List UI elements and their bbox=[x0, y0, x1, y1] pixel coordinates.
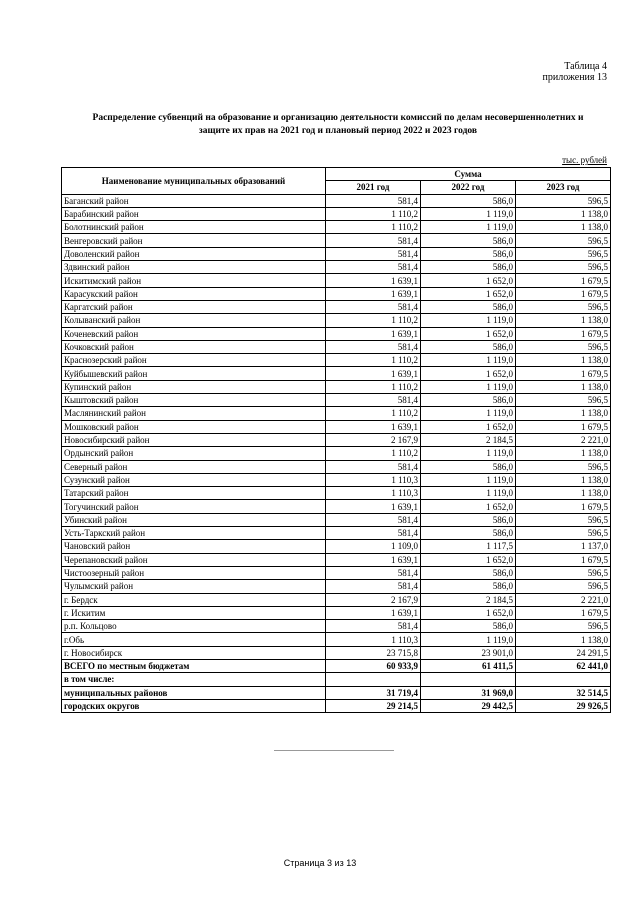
amount-cell-2023: 596,5 bbox=[516, 620, 611, 633]
municipality-name-cell: Кочковский район bbox=[62, 340, 326, 353]
table-row bbox=[62, 606, 611, 619]
amount-cell-2022: 1 119,0 bbox=[421, 447, 516, 460]
amount-cell-2023: 1 138,0 bbox=[516, 380, 611, 393]
municipality-name-cell: Ордынский район bbox=[62, 447, 326, 460]
municipality-name-cell: Маслянинский район bbox=[62, 407, 326, 420]
amount-cell-2023: 1 679,5 bbox=[516, 500, 611, 513]
amount-cell-2023: 2 221,0 bbox=[516, 593, 611, 606]
municipality-name-cell: в том числе: bbox=[62, 673, 326, 686]
amount-cell-2023: 2 221,0 bbox=[516, 433, 611, 446]
table-row bbox=[62, 633, 611, 646]
table-row bbox=[62, 274, 611, 287]
municipality-name-cell: муниципальных районов bbox=[62, 686, 326, 699]
amount-cell-2021: 1 110,2 bbox=[326, 221, 421, 234]
amount-cell-2023: 1 679,5 bbox=[516, 274, 611, 287]
amount-cell-2021: 1 109,0 bbox=[326, 540, 421, 553]
municipality-name-cell: Черепановский район bbox=[62, 553, 326, 566]
amount-cell-2022: 1 652,0 bbox=[421, 606, 516, 619]
amount-cell-2022: 1 652,0 bbox=[421, 553, 516, 566]
amount-cell-2023: 1 679,5 bbox=[516, 327, 611, 340]
amount-cell-2022: 1 119,0 bbox=[421, 354, 516, 367]
table-row bbox=[62, 527, 611, 540]
amount-cell-2021: 581,4 bbox=[326, 247, 421, 260]
amount-cell-2023: 1 138,0 bbox=[516, 207, 611, 220]
amount-cell-2022: 586,0 bbox=[421, 620, 516, 633]
amount-cell-2021: 1 639,1 bbox=[326, 606, 421, 619]
table-reference bbox=[543, 61, 607, 83]
table-row bbox=[62, 593, 611, 606]
municipality-name-cell: Болотнинский район bbox=[62, 221, 326, 234]
total-row bbox=[62, 686, 611, 699]
amount-cell-2022: 1 652,0 bbox=[421, 327, 516, 340]
municipality-name-cell: Барабинский район bbox=[62, 207, 326, 220]
table-row bbox=[62, 247, 611, 260]
municipality-name-cell: Куйбышевский район bbox=[62, 367, 326, 380]
document-title bbox=[66, 112, 610, 138]
amount-cell-2023: 1 679,5 bbox=[516, 553, 611, 566]
amount-cell-2023: 1 679,5 bbox=[516, 367, 611, 380]
amount-cell-2021: 1 110,2 bbox=[326, 354, 421, 367]
amount-cell-2022: 1 119,0 bbox=[421, 473, 516, 486]
table-row bbox=[62, 287, 611, 300]
table-row bbox=[62, 367, 611, 380]
municipality-name-cell: г. Бердск bbox=[62, 593, 326, 606]
municipality-name-cell: Сузунский район bbox=[62, 473, 326, 486]
table-row bbox=[62, 327, 611, 340]
amount-cell-2023: 596,5 bbox=[516, 460, 611, 473]
column-header-2021: 2021 год bbox=[326, 181, 421, 194]
amount-cell-2021: 581,4 bbox=[326, 194, 421, 207]
amount-cell-2021: 1 110,3 bbox=[326, 487, 421, 500]
amount-cell-2022 bbox=[421, 673, 516, 686]
municipality-name-cell: городских округов bbox=[62, 699, 326, 712]
municipality-name-cell: Чановский район bbox=[62, 540, 326, 553]
municipality-name-cell: Новосибирский район bbox=[62, 433, 326, 446]
amount-cell-2021: 23 715,8 bbox=[326, 646, 421, 659]
municipality-name-cell: Каргатский район bbox=[62, 300, 326, 313]
amount-cell-2021: 2 167,9 bbox=[326, 593, 421, 606]
amount-cell-2022: 586,0 bbox=[421, 261, 516, 274]
amount-cell-2022: 1 117,5 bbox=[421, 540, 516, 553]
municipality-name-cell: Кыштовский район bbox=[62, 394, 326, 407]
municipality-name-cell: Татарский район bbox=[62, 487, 326, 500]
table-row bbox=[62, 553, 611, 566]
total-row bbox=[62, 699, 611, 712]
amount-cell-2023: 1 679,5 bbox=[516, 287, 611, 300]
total-row bbox=[62, 673, 611, 686]
amount-cell-2021: 581,4 bbox=[326, 580, 421, 593]
table-row bbox=[62, 460, 611, 473]
amount-cell-2022: 586,0 bbox=[421, 566, 516, 579]
table-row bbox=[62, 566, 611, 579]
municipality-name-cell: Чистоозерный район bbox=[62, 566, 326, 579]
amount-cell-2021: 1 639,1 bbox=[326, 367, 421, 380]
table-row bbox=[62, 487, 611, 500]
amount-cell-2021: 1 110,3 bbox=[326, 633, 421, 646]
municipality-name-cell: Колыванский район bbox=[62, 314, 326, 327]
amount-cell-2021: 1 110,2 bbox=[326, 207, 421, 220]
amount-cell-2022: 2 184,5 bbox=[421, 593, 516, 606]
municipality-name-cell: г. Искитим bbox=[62, 606, 326, 619]
amount-cell-2022: 1 652,0 bbox=[421, 287, 516, 300]
amount-cell-2021: 1 639,1 bbox=[326, 553, 421, 566]
table-row bbox=[62, 261, 611, 274]
amount-cell-2022: 586,0 bbox=[421, 234, 516, 247]
table-row bbox=[62, 300, 611, 313]
appendix-label: приложения 13 bbox=[542, 72, 607, 83]
amount-cell-2023: 24 291,5 bbox=[516, 646, 611, 659]
title-line-1: Распределение субвенций на образование и организацию деятельности комиссий по делам несовершеннолетних и bbox=[92, 113, 584, 123]
amount-cell-2022: 1 652,0 bbox=[421, 420, 516, 433]
amount-cell-2023: 29 926,5 bbox=[516, 699, 611, 712]
amount-cell-2021: 1 110,2 bbox=[326, 407, 421, 420]
amount-cell-2022: 61 411,5 bbox=[421, 659, 516, 672]
amount-cell-2021: 581,4 bbox=[326, 394, 421, 407]
amount-cell-2022: 1 119,0 bbox=[421, 314, 516, 327]
table-row bbox=[62, 540, 611, 553]
amount-cell-2023: 596,5 bbox=[516, 580, 611, 593]
table-row bbox=[62, 580, 611, 593]
amount-cell-2022: 1 119,0 bbox=[421, 407, 516, 420]
amount-cell-2023: 596,5 bbox=[516, 234, 611, 247]
amount-cell-2021: 1 110,2 bbox=[326, 314, 421, 327]
amount-cell-2022: 1 652,0 bbox=[421, 367, 516, 380]
amount-cell-2021: 581,4 bbox=[326, 340, 421, 353]
table-row bbox=[62, 473, 611, 486]
amount-cell-2022: 31 969,0 bbox=[421, 686, 516, 699]
amount-cell-2022: 2 184,5 bbox=[421, 433, 516, 446]
amount-cell-2021: 1 639,1 bbox=[326, 287, 421, 300]
amount-cell-2021: 31 719,4 bbox=[326, 686, 421, 699]
amount-cell-2023: 1 679,5 bbox=[516, 420, 611, 433]
municipality-name-cell: Усть-Таркский район bbox=[62, 527, 326, 540]
municipality-name-cell: г.Обь bbox=[62, 633, 326, 646]
municipality-name-cell: Тогучинский район bbox=[62, 500, 326, 513]
amount-cell-2022: 586,0 bbox=[421, 580, 516, 593]
amount-cell-2022: 1 119,0 bbox=[421, 633, 516, 646]
amount-cell-2023: 596,5 bbox=[516, 300, 611, 313]
table-row bbox=[62, 354, 611, 367]
amount-cell-2021: 2 167,9 bbox=[326, 433, 421, 446]
amount-cell-2021: 581,4 bbox=[326, 300, 421, 313]
amount-cell-2022: 586,0 bbox=[421, 340, 516, 353]
amount-cell-2023: 1 138,0 bbox=[516, 633, 611, 646]
amount-cell-2023: 596,5 bbox=[516, 566, 611, 579]
amount-cell-2023: 1 138,0 bbox=[516, 354, 611, 367]
municipality-name-cell: г. Новосибирск bbox=[62, 646, 326, 659]
amount-cell-2022: 1 119,0 bbox=[421, 207, 516, 220]
table-number: Таблица 4 bbox=[564, 61, 607, 72]
municipality-name-cell: Убинский район bbox=[62, 513, 326, 526]
municipality-name-cell: ВСЕГО по местным бюджетам bbox=[62, 659, 326, 672]
amount-cell-2022: 586,0 bbox=[421, 460, 516, 473]
amount-cell-2021: 1 639,1 bbox=[326, 500, 421, 513]
municipality-name-cell: Карасукский район bbox=[62, 287, 326, 300]
amount-cell-2021 bbox=[326, 673, 421, 686]
amount-cell-2023 bbox=[516, 673, 611, 686]
amount-cell-2021: 1 639,1 bbox=[326, 420, 421, 433]
amount-cell-2023: 596,5 bbox=[516, 194, 611, 207]
municipality-name-cell: Краснозерский район bbox=[62, 354, 326, 367]
title-line-2: защите их прав на 2021 год и плановый период 2022 и 2023 годов bbox=[198, 126, 478, 136]
amount-cell-2022: 1 652,0 bbox=[421, 274, 516, 287]
column-header-sum: Сумма bbox=[326, 168, 611, 181]
amount-cell-2022: 29 442,5 bbox=[421, 699, 516, 712]
table-row bbox=[62, 207, 611, 220]
amount-cell-2021: 1 639,1 bbox=[326, 274, 421, 287]
amount-cell-2023: 1 138,0 bbox=[516, 221, 611, 234]
amount-cell-2023: 1 138,0 bbox=[516, 473, 611, 486]
amount-cell-2023: 1 137,0 bbox=[516, 540, 611, 553]
municipality-name-cell: Коченевский район bbox=[62, 327, 326, 340]
amount-cell-2023: 1 138,0 bbox=[516, 407, 611, 420]
amount-cell-2022: 586,0 bbox=[421, 194, 516, 207]
amount-cell-2022: 1 119,0 bbox=[421, 380, 516, 393]
amount-cell-2023: 596,5 bbox=[516, 247, 611, 260]
amount-cell-2021: 1 110,2 bbox=[326, 447, 421, 460]
amount-cell-2021: 29 214,5 bbox=[326, 699, 421, 712]
amount-cell-2021: 1 110,2 bbox=[326, 380, 421, 393]
table-row bbox=[62, 646, 611, 659]
amount-cell-2022: 586,0 bbox=[421, 247, 516, 260]
table-row bbox=[62, 314, 611, 327]
amount-cell-2023: 62 441,0 bbox=[516, 659, 611, 672]
table-row bbox=[62, 380, 611, 393]
amount-cell-2022: 586,0 bbox=[421, 527, 516, 540]
table-row bbox=[62, 433, 611, 446]
municipality-name-cell: Мошковский район bbox=[62, 420, 326, 433]
amount-cell-2021: 60 933,9 bbox=[326, 659, 421, 672]
table-row bbox=[62, 420, 611, 433]
separator-line bbox=[274, 750, 394, 751]
amount-cell-2022: 23 901,0 bbox=[421, 646, 516, 659]
municipality-name-cell: р.п. Кольцово bbox=[62, 620, 326, 633]
table-row bbox=[62, 194, 611, 207]
table-row bbox=[62, 407, 611, 420]
table-row bbox=[62, 394, 611, 407]
amount-cell-2023: 596,5 bbox=[516, 340, 611, 353]
amount-cell-2021: 1 639,1 bbox=[326, 327, 421, 340]
unit-label: тыс. рублей bbox=[562, 155, 607, 165]
total-row bbox=[62, 659, 611, 672]
municipality-name-cell: Северный район bbox=[62, 460, 326, 473]
amount-cell-2022: 586,0 bbox=[421, 513, 516, 526]
amount-cell-2021: 581,4 bbox=[326, 527, 421, 540]
amount-cell-2022: 1 119,0 bbox=[421, 487, 516, 500]
page-footer: Страница 3 из 13 bbox=[283, 858, 357, 868]
municipality-name-cell: Искитимский район bbox=[62, 274, 326, 287]
amount-cell-2023: 32 514,5 bbox=[516, 686, 611, 699]
municipality-name-cell: Чулымский район bbox=[62, 580, 326, 593]
table-row bbox=[62, 500, 611, 513]
amount-cell-2021: 581,4 bbox=[326, 234, 421, 247]
amount-cell-2021: 1 110,3 bbox=[326, 473, 421, 486]
municipality-name-cell: Купинский район bbox=[62, 380, 326, 393]
amount-cell-2023: 596,5 bbox=[516, 261, 611, 274]
amount-cell-2021: 581,4 bbox=[326, 261, 421, 274]
table-row bbox=[62, 234, 611, 247]
amount-cell-2023: 596,5 bbox=[516, 527, 611, 540]
amount-cell-2021: 581,4 bbox=[326, 620, 421, 633]
amount-cell-2023: 596,5 bbox=[516, 394, 611, 407]
amount-cell-2022: 586,0 bbox=[421, 300, 516, 313]
amount-cell-2022: 1 652,0 bbox=[421, 500, 516, 513]
column-header-2023: 2023 год bbox=[516, 181, 611, 194]
column-header-2022: 2022 год bbox=[421, 181, 516, 194]
column-header-name: Наименование муниципальных образований bbox=[62, 168, 326, 195]
amount-cell-2023: 1 138,0 bbox=[516, 314, 611, 327]
subsidy-table bbox=[61, 167, 611, 713]
table-row bbox=[62, 340, 611, 353]
amount-cell-2023: 596,5 bbox=[516, 513, 611, 526]
amount-cell-2021: 581,4 bbox=[326, 460, 421, 473]
table-row bbox=[62, 447, 611, 460]
municipality-name-cell: Баганский район bbox=[62, 194, 326, 207]
table-body bbox=[62, 194, 611, 713]
amount-cell-2023: 1 679,5 bbox=[516, 606, 611, 619]
amount-cell-2023: 1 138,0 bbox=[516, 487, 611, 500]
municipality-name-cell: Здвинский район bbox=[62, 261, 326, 274]
table-row bbox=[62, 513, 611, 526]
municipality-name-cell: Венгеровский район bbox=[62, 234, 326, 247]
municipality-name-cell: Доволенский район bbox=[62, 247, 326, 260]
amount-cell-2022: 1 119,0 bbox=[421, 221, 516, 234]
table-row bbox=[62, 620, 611, 633]
amount-cell-2022: 586,0 bbox=[421, 394, 516, 407]
amount-cell-2023: 1 138,0 bbox=[516, 447, 611, 460]
amount-cell-2021: 581,4 bbox=[326, 566, 421, 579]
table-row bbox=[62, 221, 611, 234]
amount-cell-2021: 581,4 bbox=[326, 513, 421, 526]
